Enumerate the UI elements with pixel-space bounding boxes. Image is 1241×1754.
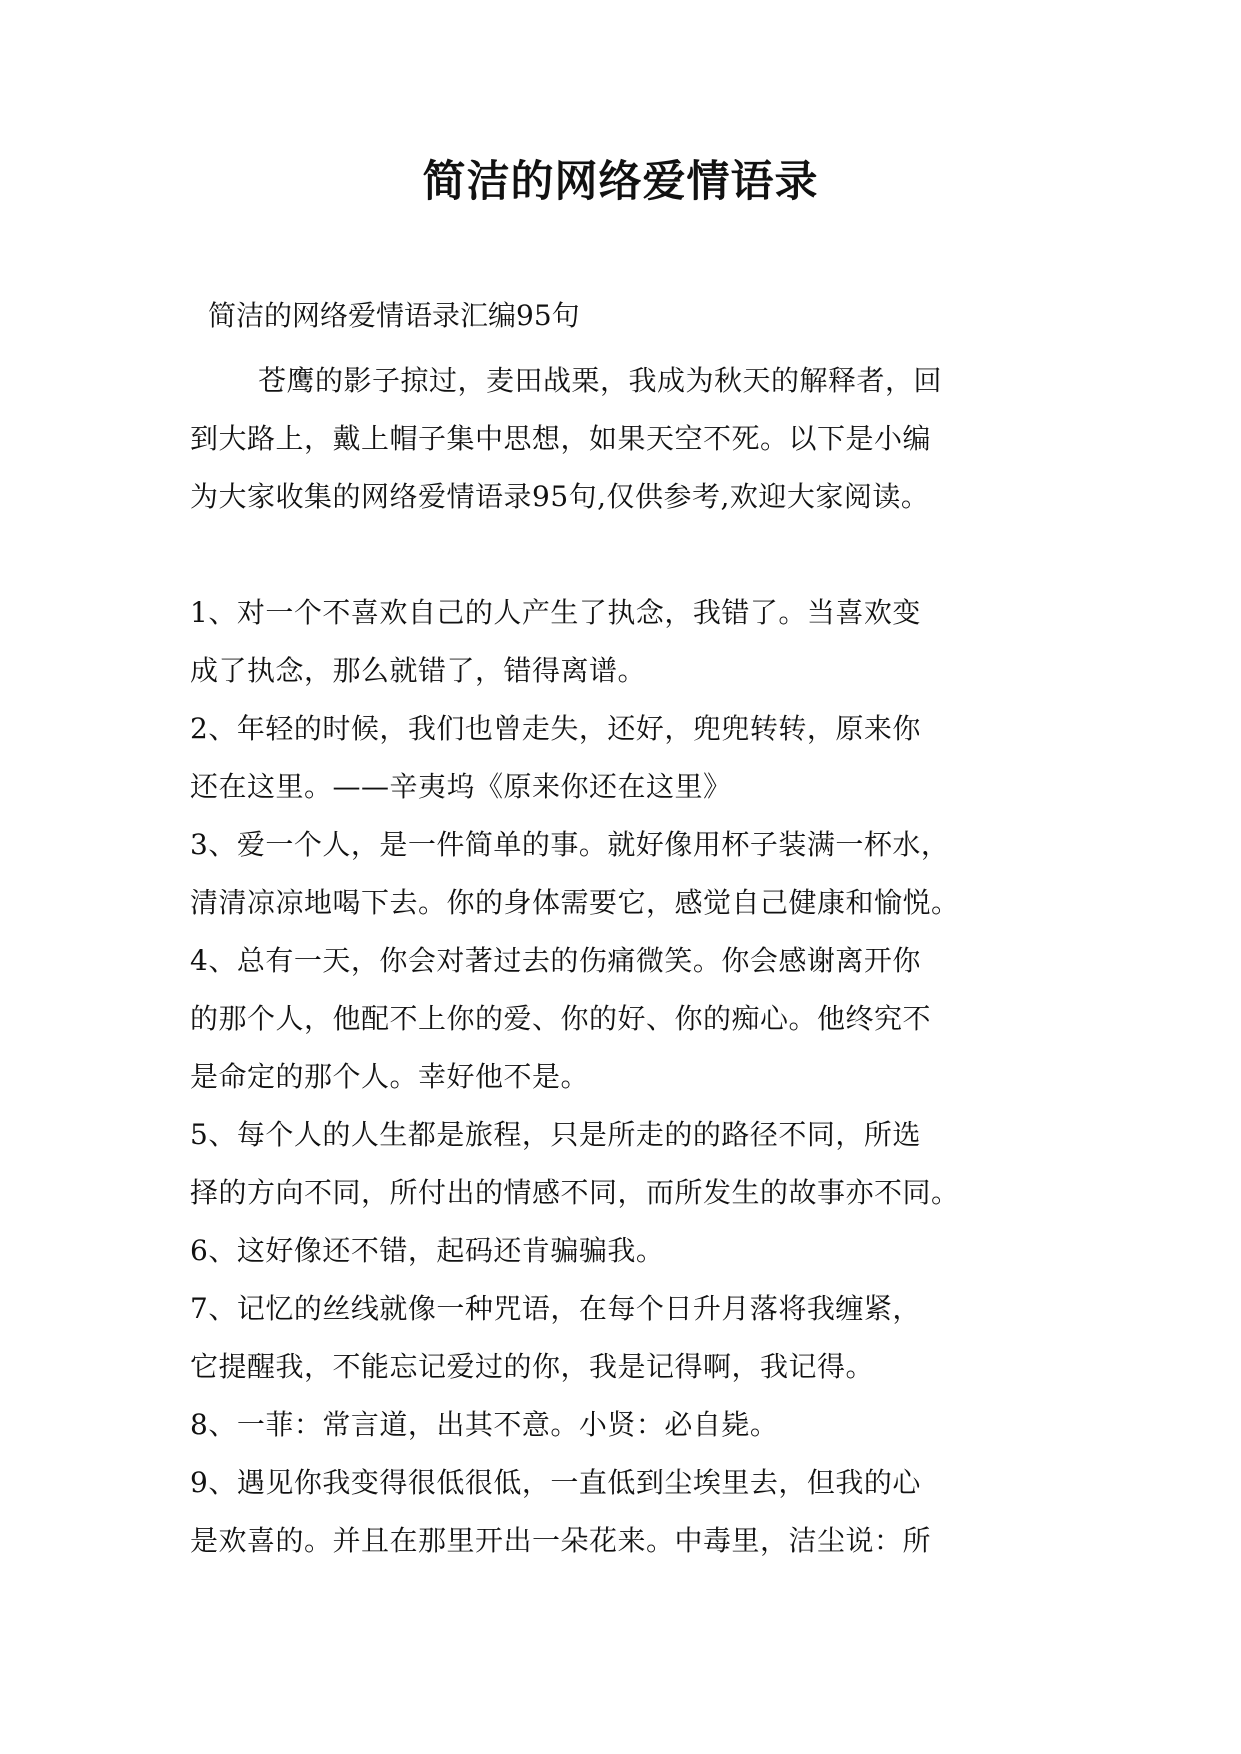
entry-line: 它提醒我，不能忘记爱过的你，我是记得啊，我记得。 — [190, 1350, 875, 1383]
entry-line: 3、爱一个人，是一件简单的事。就好像用杯子装满一杯水， — [190, 828, 950, 861]
intro-line: 苍鹰的影子掠过，麦田战栗，我成为秋天的解释者，回 — [258, 364, 943, 397]
entry-line: 5、每个人的人生都是旅程，只是所走的的路径不同，所选 — [190, 1118, 921, 1151]
entry-line: 成了执念，那么就错了，错得离谱。 — [190, 654, 647, 687]
entry-line: 择的方向不同，所付出的情感不同，而所发生的故事亦不同。 — [190, 1176, 960, 1209]
intro-line: 为大家收集的网络爱情语录95句,仅供参考,欢迎大家阅读。 — [190, 480, 930, 513]
entry-line: 9、遇见你我变得很低很低，一直低到尘埃里去，但我的心 — [190, 1466, 921, 1499]
entry-line: 6、这好像还不错，起码还肯骗骗我。 — [190, 1234, 665, 1267]
intro-line: 到大路上，戴上帽子集中思想，如果天空不死。以下是小编 — [190, 422, 932, 455]
entry-line: 4、总有一天，你会对著过去的伤痛微笑。你会感谢离开你 — [190, 944, 921, 977]
entry-line: 1、对一个不喜欢自己的人产生了执念，我错了。当喜欢变 — [190, 596, 921, 629]
document-body — [190, 352, 1070, 1570]
paragraph-gap — [190, 526, 1070, 584]
document-title: 简洁的网络爱情语录 — [422, 157, 819, 207]
document-subtitle: 简洁的网络爱情语录汇编95句 — [208, 299, 580, 332]
entry-line: 的那个人，他配不上你的爱、你的好、你的痴心。他终究不 — [190, 1002, 932, 1035]
entry-line: 是命定的那个人。幸好他不是。 — [190, 1060, 590, 1093]
entry-line: 还在这里。——辛夷坞《原来你还在这里》 — [190, 770, 732, 803]
entry-line: 7、记忆的丝线就像一种咒语，在每个日升月落将我缠紧， — [190, 1292, 921, 1325]
entry-line: 是欢喜的。并且在那里开出一朵花来。中毒里，洁尘说：所 — [190, 1524, 932, 1557]
entry-line: 8、一菲：常言道，出其不意。小贤：必自毙。 — [190, 1408, 779, 1441]
entry-line: 清清凉凉地喝下去。你的身体需要它，感觉自己健康和愉悦。 — [190, 886, 960, 919]
entry-line: 2、年轻的时候，我们也曾走失，还好，兜兜转转，原来你 — [190, 712, 921, 745]
